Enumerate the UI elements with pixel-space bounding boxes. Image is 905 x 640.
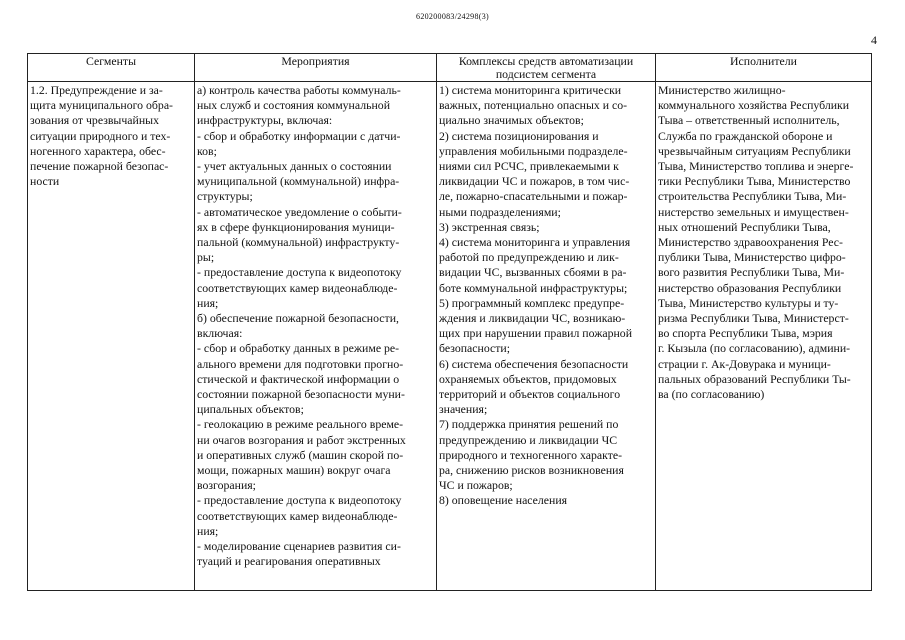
cell-text-line: возгорания; xyxy=(197,478,256,493)
cell-text-line: 8) оповещение населения xyxy=(439,493,568,508)
cell-text-line: стической и фактической информации о xyxy=(197,371,400,386)
table-header-row xyxy=(28,54,872,82)
cell-text-line: 5) программный комплекс предупре- xyxy=(439,295,625,310)
cell-text-line: ных отношений Республики Тыва, xyxy=(658,219,831,234)
cell-text-line: б) обеспечение пожарной безопасности, xyxy=(197,311,399,326)
cell-text-line: строительства Республики Тыва, Ми- xyxy=(658,189,847,204)
cell-text-line: ситуации природного и тех- xyxy=(30,128,171,143)
cell-text-line: коммунального хозяйства Республики xyxy=(658,98,850,113)
cell-text-line: ального времени для подготовки прогно- xyxy=(197,356,404,371)
cell-text-line: охраняемых объектов, придомовых xyxy=(439,371,617,386)
cell-text-line: ры; xyxy=(197,250,215,265)
cell-text-line: ков; xyxy=(197,143,217,158)
page-number: 4 xyxy=(871,33,877,47)
cell-text-line: ризма Республики Тыва, Министерст- xyxy=(658,311,849,326)
cell-text-line: муниципальной (коммунальной) инфра- xyxy=(197,174,400,189)
cell-text-line: - сбор и обработку данных в режиме ре- xyxy=(197,341,400,356)
cell-text-line: тики Республики Тыва, Министерство xyxy=(658,174,851,189)
cell-text-line: ЧС и пожаров; xyxy=(439,478,513,493)
cell-text-line: Тыва, Министерство топлива и энерге- xyxy=(658,159,854,174)
cell-text-line: щих при нарушении правил пожарной xyxy=(439,326,633,341)
cell-text-line: ности xyxy=(30,174,60,189)
cell-text-line: 1) система мониторинга критически xyxy=(439,83,622,97)
cell-text-line: ными подразделениями; xyxy=(439,204,561,219)
cell-text-line: Тыва, Министерство культуры и ту- xyxy=(658,295,839,310)
cell-text-line: и оперативных служб (машин скорой по- xyxy=(197,447,404,462)
cell-text-line: вого развития Республики Тыва, Ми- xyxy=(658,265,845,280)
cell-text-line: 6) система обеспечения безопасности xyxy=(439,356,629,371)
document-code: 620200083/24298(3) xyxy=(416,12,489,21)
header-executors: Исполнители xyxy=(656,54,872,82)
cell-text-line: 4) система мониторинга и управления xyxy=(439,235,631,250)
cell-text-line: Министерство здравоохранения Рес- xyxy=(658,235,843,250)
cell-text-line: управления мобильными подразделе- xyxy=(439,143,628,158)
cell-text-line: - предоставление доступа к видеопотоку xyxy=(197,265,402,280)
cell-text-line: нистерство земельных и имуществен- xyxy=(658,204,849,219)
cell-text-line: публики Тыва, Министерство цифро- xyxy=(658,250,846,265)
cell-text-line: - сбор и обработку информации с датчи- xyxy=(197,128,401,143)
cell-text-line: территорий и объектов социального xyxy=(439,387,621,402)
cell-text-line: ния; xyxy=(197,523,219,538)
cell-text-line: природного и техногенного характе- xyxy=(439,447,623,462)
header-measures: Мероприятия xyxy=(195,54,437,82)
cell-text-line: мощи, пожарных машин) вокруг очага xyxy=(197,463,391,478)
cell-text-line: 3) экстренная связь; xyxy=(439,219,540,234)
cell-text-line: Министерство жилищно- xyxy=(658,83,786,97)
cell-text-line: инфраструктуры, включая: xyxy=(197,113,333,128)
cell-text-line: ра, снижению рисков возникновения xyxy=(439,463,624,478)
cell-text-line: нистерство образования Республики xyxy=(658,280,842,295)
cell-text-line: пальной (коммунальной) инфраструкту- xyxy=(197,235,400,250)
cell-text-line: включая: xyxy=(197,326,243,341)
cell-text-line: видации ЧС, вызванных сбоями в ра- xyxy=(439,265,627,280)
header-segments: Сегменты xyxy=(28,54,195,82)
cell-complexes xyxy=(437,82,656,591)
cell-text-line: г. Кызыла (по согласованию), админи- xyxy=(658,341,851,356)
cell-text-line: чрезвычайным ситуациям Республики xyxy=(658,143,851,158)
cell-text-line: боте коммунальной инфраструктуры; xyxy=(439,280,628,295)
cell-text-line: ях в сфере функционирования муници- xyxy=(197,219,395,234)
cell-text-line: печение пожарной безопас- xyxy=(30,159,169,174)
cell-text-line: ждения и ликвидации ЧС, возникаю- xyxy=(439,311,626,326)
cell-measures xyxy=(195,82,437,591)
segments-table xyxy=(27,53,872,591)
cell-text-line: циально значимых объектов; xyxy=(439,113,584,128)
cell-text-line: значения; xyxy=(439,402,488,417)
cell-text-line: ния; xyxy=(197,295,219,310)
cell-text-line: соответствующих камер видеонаблюде- xyxy=(197,280,398,295)
table-row xyxy=(28,82,872,591)
cell-text-line: состоянии пожарной безопасности муни- xyxy=(197,387,405,402)
cell-text-line: зования от чрезвычайных xyxy=(30,113,159,128)
cell-text-line: 1.2. Предупреждение и за- xyxy=(30,83,163,97)
cell-text-line: важных, потенциально опасных и со- xyxy=(439,98,628,113)
cell-text-line: во спорта Республики Тыва, мэрия xyxy=(658,326,833,341)
cell-text-line: Тыва – ответственный исполнитель, xyxy=(658,113,840,128)
cell-text-line: - моделирование сценариев развития си- xyxy=(197,539,401,554)
cell-executors xyxy=(656,82,872,591)
cell-text-line: страции г. Ак-Довурака и муници- xyxy=(658,356,831,371)
cell-text-line: ных служб и состояния коммунальной xyxy=(197,98,391,113)
cell-text-line: Служба по гражданской обороне и xyxy=(658,128,833,143)
cell-text-line: безопасности; xyxy=(439,341,510,356)
cell-text-line: работой по предупреждению и лик- xyxy=(439,250,619,265)
cell-text-line: ва (по согласованию) xyxy=(658,387,765,402)
cell-text-line: - геолокацию в режиме реального време- xyxy=(197,417,404,432)
cell-text-line: - автоматическое уведомление о событи- xyxy=(197,204,402,219)
cell-text-line: предупреждению и ликвидации ЧС xyxy=(439,432,618,447)
cell-segment xyxy=(28,82,195,591)
cell-text-line: туаций и реагирования оперативных xyxy=(197,554,381,569)
cell-text-line: щита муниципального обра- xyxy=(30,98,173,113)
cell-text-line: - учет актуальных данных о состоянии xyxy=(197,159,392,174)
cell-text-line: ногенного характера, обес- xyxy=(30,143,166,158)
cell-text-line: ни очагов возгорания и работ экстренных xyxy=(197,432,406,447)
cell-text-line: ле, пожарно-спасательными и пожар- xyxy=(439,189,628,204)
cell-text-line: ниями сил РСЧС, привлекаемыми к xyxy=(439,159,619,174)
cell-text-line: пальных образований Республики Ты- xyxy=(658,371,851,386)
cell-text-line: ципальных объектов; xyxy=(197,402,304,417)
header-complexes: Комплексы средств автоматизации подсистем сегмента xyxy=(437,54,656,82)
cell-text-line: соответствующих камер видеонаблюде- xyxy=(197,508,398,523)
cell-text-line: а) контроль качества работы коммуналь- xyxy=(197,83,401,97)
cell-text-line: структуры; xyxy=(197,189,253,204)
cell-text-line: 7) поддержка принятия решений по xyxy=(439,417,619,432)
cell-text-line: - предоставление доступа к видеопотоку xyxy=(197,493,402,508)
cell-text-line: ликвидации ЧС и пожаров, в том чис- xyxy=(439,174,630,189)
cell-text-line: 2) система позиционирования и xyxy=(439,128,599,143)
